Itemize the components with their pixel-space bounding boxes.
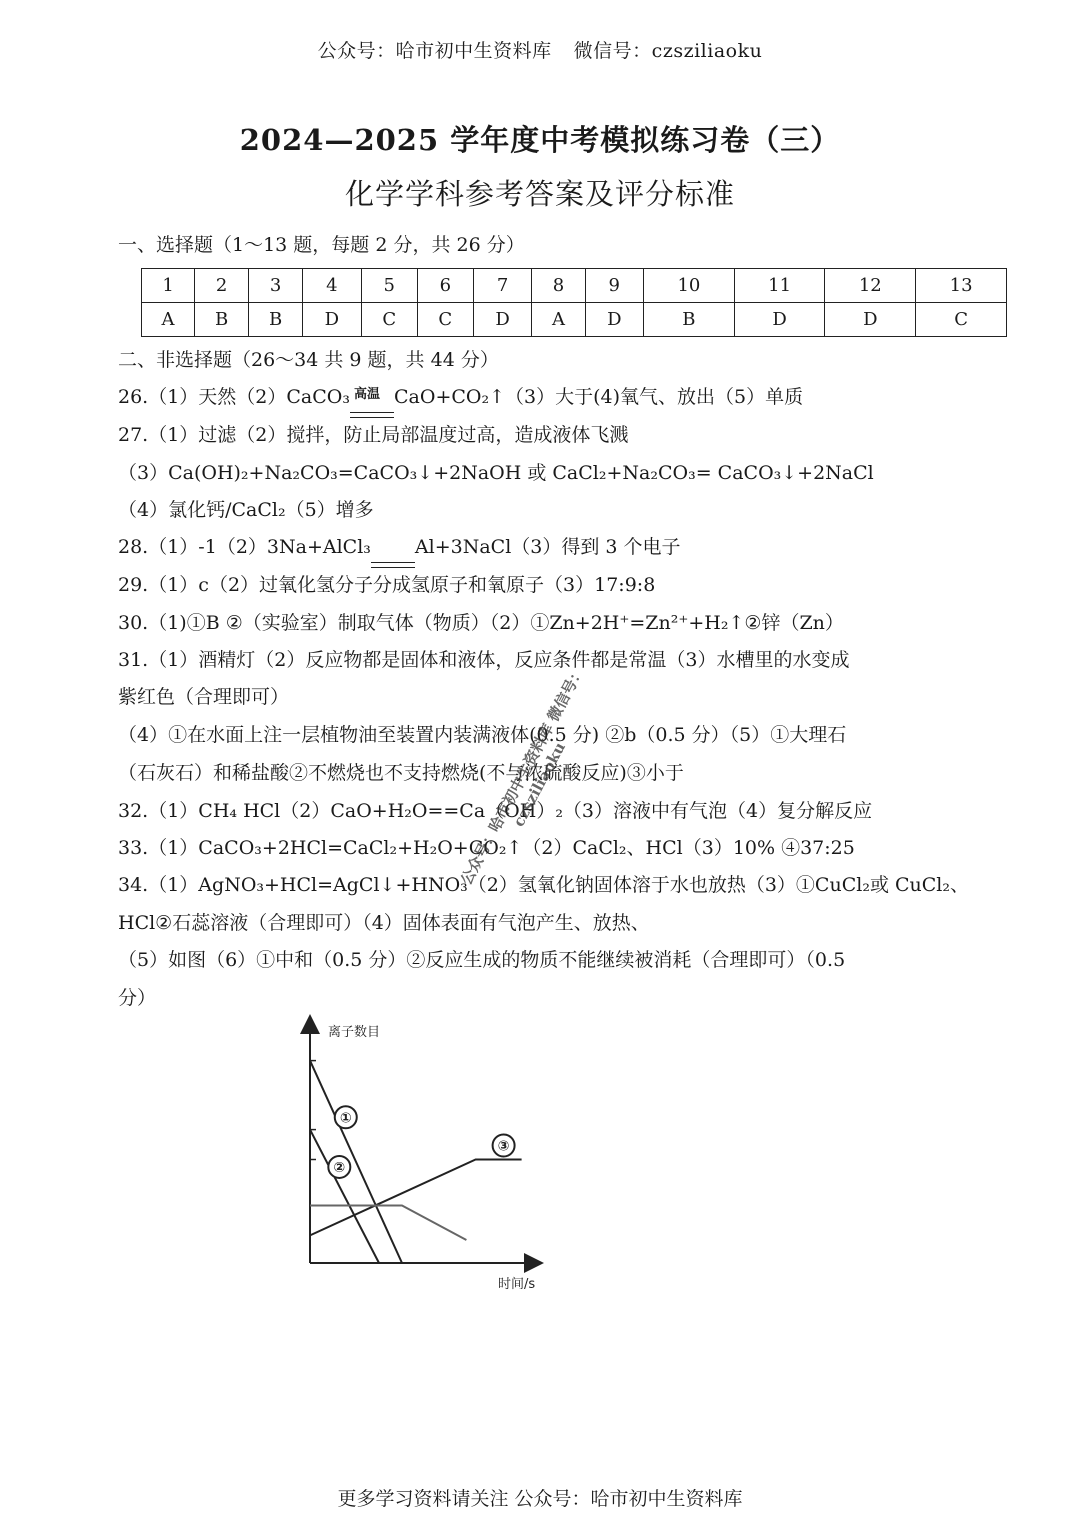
question-number-cell: 4 <box>303 269 362 303</box>
question-number-cell: 2 <box>195 269 249 303</box>
answer-table <box>141 268 1007 337</box>
question-number-cell: 10 <box>644 269 735 303</box>
answer-cell: D <box>825 303 916 337</box>
question-number-cell: 7 <box>473 269 532 303</box>
page-subtitle: 化学学科参考答案及评分标准 <box>344 177 735 211</box>
page-footer: 更多学习资料请关注 公众号：哈市初中生资料库 <box>337 1488 743 1510</box>
answer-cell: D <box>734 303 825 337</box>
answer-q34-line2: HCl②石蕊溶液（合理即可）（4）固体表面有气泡产生、放热、 <box>118 912 650 934</box>
answer-cell: C <box>361 303 417 337</box>
question-number-cell: 12 <box>825 269 916 303</box>
answer-q31-line3: （4）①在水面上注一层植物油至装置内装满液体(0.5 分) ②b（0.5 分）（5）①大理石 <box>118 724 847 746</box>
answer-table-number-row <box>142 269 1007 303</box>
q26-part2: CaO+CO₂↑（3）大于(4)氧气、放出（5）单质 <box>394 386 804 408</box>
question-number-cell: 13 <box>916 269 1007 303</box>
watermark-stamp: 公众号：哈市初中生资料库 微信号：czsziliaoku <box>456 663 589 889</box>
answer-q29: 29.（1）c（2）过氧化氢分子分成氢原子和氧原子（3）17:9:8 <box>118 574 656 596</box>
ion-count-chart <box>270 1008 560 1298</box>
answer-q31-line1: 31.（1）酒精灯（2）反应物都是固体和液体，反应条件都是常温（3）水槽里的水变成 <box>118 649 850 671</box>
page-title: 2024—2025 学年度中考模拟练习卷（三） <box>239 123 841 157</box>
answer-q27-line1: 27.（1）过滤（2）搅拌，防止局部温度过高，造成液体飞溅 <box>118 424 629 446</box>
section2-heading: 二、非选择题（26～34 共 9 题，共 44 分） <box>118 349 499 371</box>
answer-q27-line2: （3）Ca(OH)₂+Na₂CO₃=CaCO₃↓+2NaOH 或 CaCl₂+Na₂CO₃= CaCO₃↓+2NaCl <box>118 462 874 484</box>
series-label: ① <box>339 1110 352 1127</box>
chart-series-layer <box>310 1061 522 1263</box>
answer-cell: D <box>303 303 362 337</box>
answer-cell: B <box>249 303 303 337</box>
series-label: ② <box>333 1159 346 1176</box>
answer-q34-line4: 分） <box>118 987 157 1009</box>
answer-cell: B <box>195 303 249 337</box>
answer-cell: D <box>585 303 644 337</box>
answer-q33: 33.（1）CaCO₃+2HCl=CaCl₂+H₂O+CO₂↑（2）CaCl₂、HCl（3）10% ④37:25 <box>118 837 855 859</box>
question-number-cell: 5 <box>361 269 417 303</box>
reaction-condition: 高温 <box>354 387 381 402</box>
answer-cell: C <box>417 303 473 337</box>
answer-cell: B <box>644 303 735 337</box>
answer-table-answer-row <box>142 303 1007 337</box>
x-axis-label: 时间/s <box>498 1277 536 1292</box>
answer-cell: A <box>142 303 195 337</box>
question-number-cell: 3 <box>249 269 303 303</box>
q28-part2: Al+3NaCl（3）得到 3 个电子 <box>414 536 681 558</box>
answer-q34-line3: （5）如图（6）①中和（0.5 分）②反应生成的物质不能继续被消耗（合理即可）（0.5 <box>118 949 846 971</box>
answer-q26 <box>118 382 803 409</box>
q28-part1: 28.（1）-1（2）3Na+AlCl₃ <box>118 536 371 558</box>
answer-q27-line3: （4）氯化钙/CaCl₂（5）增多 <box>118 499 374 521</box>
answer-cell: A <box>532 303 585 337</box>
answer-q28 <box>118 532 681 559</box>
question-number-cell: 9 <box>585 269 644 303</box>
answer-q31-line2: 紫红色（合理即可） <box>118 686 290 708</box>
q26-part1: 26.（1）天然（2）CaCO₃ <box>118 386 350 408</box>
series-line-2 <box>310 1130 379 1263</box>
section1-heading: 一、选择题（1～13 题，每题 2 分，共 26 分） <box>118 234 525 256</box>
answer-q34-line1: 34.（1）AgNO₃+HCl=AgCl↓+HNO₃（2）氢氧化钠固体溶于水也放热（3）①CuCl₂或 CuCl₂、 <box>118 874 969 896</box>
question-number-cell: 1 <box>142 269 195 303</box>
answer-cell: C <box>916 303 1007 337</box>
question-number-cell: 8 <box>532 269 585 303</box>
series-label: ③ <box>497 1138 510 1155</box>
series-line-1 <box>310 1061 402 1263</box>
header-account: 公众号：哈市初中生资料库 <box>317 40 552 62</box>
question-number-cell: 6 <box>417 269 473 303</box>
question-number-cell: 11 <box>734 269 825 303</box>
answer-cell: D <box>473 303 532 337</box>
page-header <box>0 36 1080 63</box>
answer-q30: 30.（1)①B ②（实验室）制取气体（物质）（2）①Zn+2H⁺=Zn²⁺+H₂↑②锌（Zn） <box>118 612 844 634</box>
header-wechat: 微信号：czsziliaoku <box>573 40 763 62</box>
answer-q31-line4: （石灰石）和稀盐酸②不燃烧也不支持燃烧(不与浓硫酸反应)③小于 <box>118 762 684 784</box>
y-axis-label: 离子数目 <box>328 1025 381 1040</box>
answer-q32: 32.（1）CH₄ HCl（2）CaO+H₂O==Ca（OH）₂（3）溶液中有气泡（4）复分解反应 <box>118 800 873 822</box>
